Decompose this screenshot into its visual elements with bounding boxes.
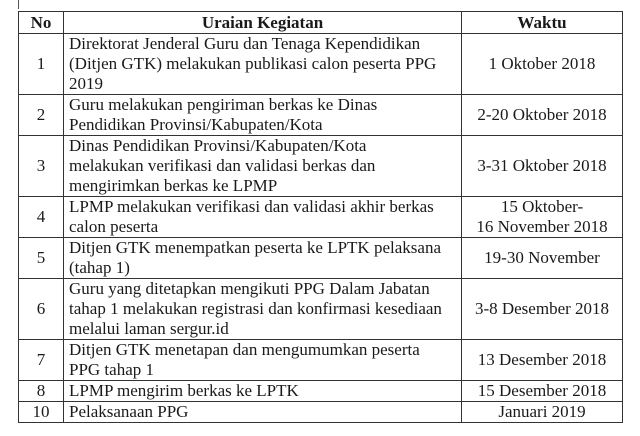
row-uraian <box>64 381 462 402</box>
row-uraian <box>64 402 462 423</box>
uraian-line: Direktorat Jenderal Guru dan Tenaga Kependidikan <box>69 34 421 53</box>
uraian-line: calon peserta <box>69 217 159 236</box>
table-row <box>19 402 623 423</box>
row-number: 8 <box>19 381 64 402</box>
waktu-line: 3-8 Desember 2018 <box>474 299 610 318</box>
row-waktu <box>462 136 623 197</box>
row-uraian <box>64 197 462 238</box>
row-waktu <box>462 95 623 136</box>
row-number: 7 <box>19 340 64 381</box>
uraian-line: tahap 1 melakukan registrasi dan konfirmasi kesediaan <box>69 299 442 318</box>
table-row <box>19 136 623 197</box>
table-row <box>19 381 623 402</box>
table-header-row <box>19 12 623 34</box>
waktu-line: 15 Oktober- <box>500 197 584 216</box>
uraian-line: Ditjen GTK menempatkan peserta ke LPTK pelaksana <box>69 238 441 257</box>
uraian-line: melakukan verifikasi dan validasi berkas dan <box>69 156 376 175</box>
table-row <box>19 238 623 279</box>
schedule-table <box>18 11 623 423</box>
row-number: 2 <box>19 95 64 136</box>
uraian-line: Pendidikan Provinsi/Kabupaten/Kota <box>69 115 323 134</box>
row-uraian <box>64 95 462 136</box>
row-number: 3 <box>19 136 64 197</box>
row-number: 4 <box>19 197 64 238</box>
uraian-line: melalui laman sergur.id <box>69 319 229 338</box>
uraian-line: LPMP melakukan verifikasi dan validasi akhir berkas <box>69 197 434 216</box>
table-row <box>19 34 623 95</box>
row-uraian <box>64 238 462 279</box>
uraian-line: mengirimkan berkas ke LPMP <box>69 176 278 195</box>
uraian-line: Guru yang ditetapkan mengikuti PPG Dalam Jabatan <box>69 279 430 298</box>
row-waktu <box>462 34 623 95</box>
uraian-line: (tahap 1) <box>69 258 130 277</box>
row-number: 1 <box>19 34 64 95</box>
table-row <box>19 340 623 381</box>
header-waktu: Waktu <box>462 12 623 34</box>
uraian-line: Guru melakukan pengiriman berkas ke Dinas <box>69 95 378 114</box>
table-row <box>19 95 623 136</box>
table-row <box>19 197 623 238</box>
waktu-line: 2-20 Oktober 2018 <box>477 105 607 124</box>
row-number: 5 <box>19 238 64 279</box>
header-uraian: Uraian Kegiatan <box>64 12 462 34</box>
row-uraian <box>64 34 462 95</box>
uraian-line: Ditjen GTK menetapan dan mengumumkan peserta <box>69 340 420 359</box>
row-waktu <box>462 238 623 279</box>
uraian-line: Pelaksanaan PPG <box>69 402 189 421</box>
row-waktu <box>462 197 623 238</box>
waktu-line: 1 Oktober 2018 <box>488 54 596 73</box>
uraian-line: (Ditjen GTK) melakukan publikasi calon peserta PPG <box>69 54 437 73</box>
header-no: No <box>19 12 64 34</box>
waktu-line: Januari 2019 <box>498 402 586 421</box>
waktu-line: 16 November 2018 <box>476 217 608 236</box>
uraian-line: Dinas Pendidikan Provinsi/Kabupaten/Kota <box>69 136 367 155</box>
waktu-line: 3-31 Oktober 2018 <box>477 156 607 175</box>
uraian-line: 2019 <box>69 74 103 93</box>
waktu-line: 19-30 November <box>484 248 600 267</box>
row-waktu <box>462 340 623 381</box>
uraian-line: LPMP mengirim berkas ke LPTK <box>69 381 299 400</box>
row-uraian <box>64 340 462 381</box>
row-waktu <box>462 381 623 402</box>
waktu-line: 15 Desember 2018 <box>477 381 607 400</box>
row-uraian <box>64 279 462 340</box>
row-waktu <box>462 279 623 340</box>
row-waktu <box>462 402 623 423</box>
row-uraian <box>64 136 462 197</box>
table-row <box>19 279 623 340</box>
waktu-line: 13 Desember 2018 <box>477 350 607 369</box>
row-number: 6 <box>19 279 64 340</box>
row-number: 10 <box>19 402 64 423</box>
margin-line <box>18 0 19 9</box>
uraian-line: PPG tahap 1 <box>69 360 154 379</box>
